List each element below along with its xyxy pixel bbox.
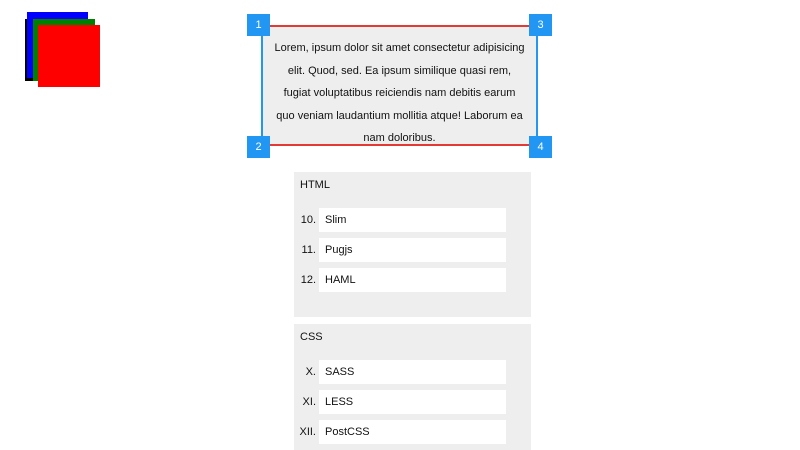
lorem-text-box: [261, 25, 538, 146]
corner-badge-3: 3: [529, 14, 552, 36]
corner-badge-2: 2: [247, 136, 270, 158]
list-item-number: XI.: [302, 396, 316, 408]
html-list: [294, 208, 531, 298]
list-item: [294, 360, 531, 384]
list-item: [294, 420, 531, 444]
list-item: [294, 268, 531, 292]
list-item-label: HAML: [319, 268, 506, 292]
list-item-label: SASS: [319, 360, 506, 384]
list-item-number: 11.: [301, 244, 316, 256]
css-list-title: CSS: [300, 331, 323, 343]
square-red: [38, 25, 100, 87]
lorem-paragraph: Lorem, ipsum dolor sit amet consectetur adipisicing elit. Quod, sed. Ea ipsum similique quasi rem, fugiat voluptatibus reiciendis nam debitis earum quo veniam laudantium mollitia atque! Laborum ea nam doloribus.: [274, 42, 525, 144]
css-list: [294, 360, 531, 450]
list-item-label: Pugjs: [319, 238, 506, 262]
list-item-number: 12.: [300, 274, 316, 286]
list-item-label: PostCSS: [319, 420, 506, 444]
list-item-number: XII.: [299, 426, 316, 438]
css-list-panel: [294, 324, 531, 450]
list-item-label: Slim: [319, 208, 506, 232]
list-item: [294, 208, 531, 232]
corner-badge-4: 4: [529, 136, 552, 158]
list-item: [294, 390, 531, 414]
list-item-number: 10.: [300, 214, 316, 226]
html-list-title: HTML: [300, 179, 330, 191]
list-item-number: X.: [305, 366, 316, 378]
corner-badge-1: 1: [247, 14, 270, 36]
html-list-panel: [294, 172, 531, 317]
list-item: [294, 238, 531, 262]
list-item-label: LESS: [319, 390, 506, 414]
